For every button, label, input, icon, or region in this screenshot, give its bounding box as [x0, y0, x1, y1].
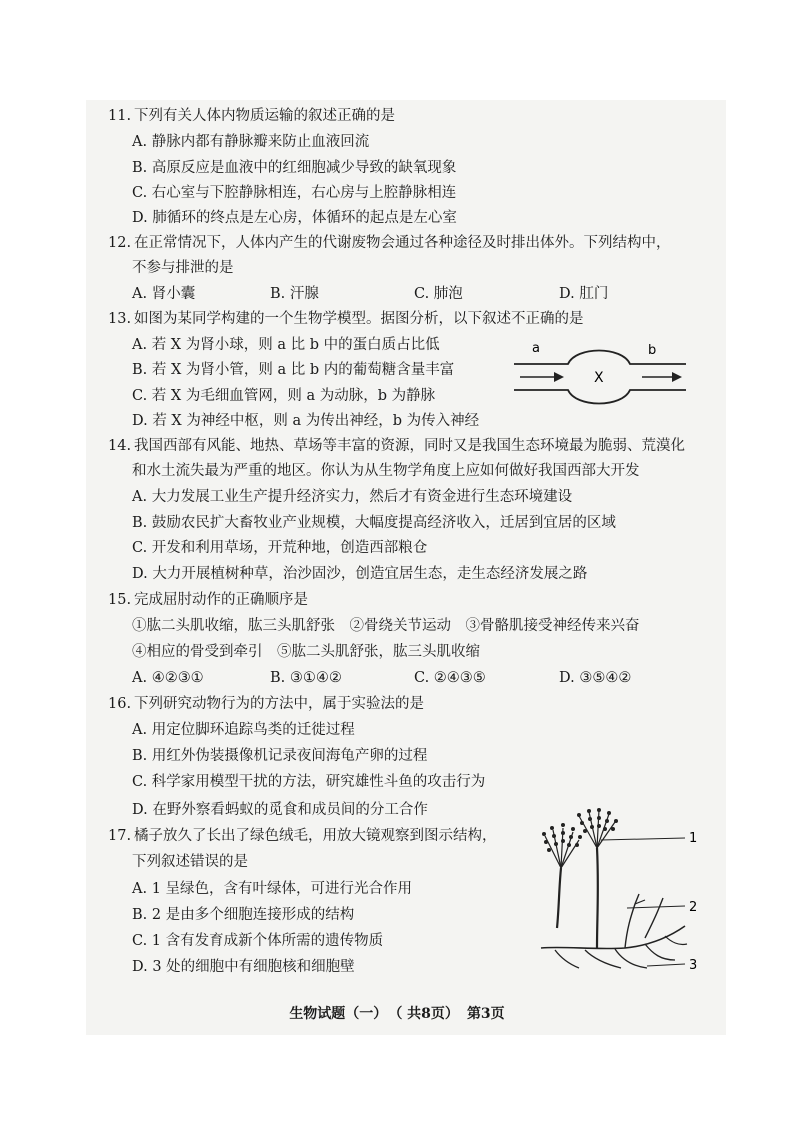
question-15-stem: 15. 完成屈肘动作的正确顺序是	[108, 592, 308, 608]
page-footer	[0, 1003, 794, 1023]
question-17-option-c: C. 1 含有发育成新个体所需的遗传物质	[132, 933, 384, 949]
question-15-steps-line1: ①肱二头肌收缩，肱三头肌舒张 ②骨绕关节运动 ③骨骼肌接受神经传来兴奋	[132, 618, 640, 634]
question-12-option-a: A. 肾小囊	[132, 286, 196, 302]
question-17-option-a: A. 1 呈绿色，含有叶绿体，可进行光合作用	[132, 881, 413, 897]
question-14-stem-cont: 和水土流失最为严重的地区。你认为从生物学角度上应如何做好我国西部大开发	[132, 463, 640, 479]
question-12-option-d: D. 肛门	[559, 286, 609, 302]
question-13-option-b: B. 若 X 为肾小管，则 a 比 b 内的葡萄糖含量丰富	[132, 362, 455, 378]
footer-total-pages: （ 共8页）	[395, 1006, 459, 1022]
question-15-option-b: B. ③①④②	[270, 670, 342, 686]
question-16-option-d: D. 在野外察看蚂蚁的觅食和成员间的分工合作	[132, 802, 428, 818]
question-17-stem-cont: 下列叙述错误的是	[132, 854, 248, 870]
question-14-option-b: B. 鼓励农民扩大畜牧业产业规模，大幅度提高经济收入，迁居到宜居的区域	[132, 515, 616, 531]
question-15-steps-line2: ④相应的骨受到牵引 ⑤肱二头肌舒张，肱三头肌收缩	[132, 644, 480, 660]
figure-label-x: X	[594, 370, 604, 386]
question-11-option-a: A. 静脉内都有静脉瓣来防止血液回流	[132, 134, 370, 150]
question-12-stem: 12. 在正常情况下，人体内产生的代谢废物会通过各种途径及时排出体外。下列结构中，	[108, 235, 671, 251]
question-13-option-d: D. 若 X 为神经中枢，则 a 为传出神经，b 为传入神经	[132, 413, 480, 429]
question-16-option-a: A. 用定位脚环追踪鸟类的迁徙过程	[132, 722, 355, 738]
question-12-option-b: B. 汗腺	[270, 286, 319, 302]
figure-label-2: 2	[689, 900, 698, 915]
question-13-option-a: A. 若 X 为肾小球，则 a 比 b 中的蛋白质占比低	[132, 337, 440, 353]
question-11-stem: 11. 下列有关人体内物质运输的叙述正确的是	[108, 108, 395, 124]
question-17-stem: 17. 橘子放久了长出了绿色绒毛，用放大镜观察到图示结构，	[108, 828, 497, 844]
footer-page-number: 第3页	[466, 1006, 505, 1022]
figure-label-3: 3	[689, 958, 698, 973]
question-11-option-c: C. 右心室与下腔静脉相连，右心房与上腔静脉相连	[132, 185, 457, 201]
vessel-model-figure	[510, 336, 690, 416]
question-16-stem: 16. 下列研究动物行为的方法中，属于实验法的是	[108, 696, 424, 712]
question-17-option-b: B. 2 是由多个细胞连接形成的结构	[132, 907, 355, 923]
figure-label-a: a	[532, 341, 540, 356]
question-14-option-d: D. 大力开展植树种草，治沙固沙，创造宜居生态，走生态经济发展之路	[132, 566, 588, 582]
mold-structure-figure	[535, 808, 710, 983]
figure-label-b: b	[648, 343, 657, 358]
question-12-stem-cont: 不参与排泄的是	[132, 260, 234, 276]
figure-label-1: 1	[689, 831, 698, 846]
question-11-option-b: B. 高原反应是血液中的红细胞减少导致的缺氧现象	[132, 160, 457, 176]
question-17-option-d: D. 3 处的细胞中有细胞核和细胞壁	[132, 959, 355, 975]
question-12-option-c: C. 肺泡	[414, 286, 463, 302]
question-16-option-b: B. 用红外伪装摄像机记录夜间海龟产卵的过程	[132, 748, 428, 764]
question-13-option-c: C. 若 X 为毛细血管网，则 a 为动脉，b 为静脉	[132, 388, 436, 404]
question-15-option-d: D. ③⑤④②	[559, 670, 632, 686]
question-14-stem: 14. 我国西部有风能、地热、草场等丰富的资源，同时又是我国生态环境最为脆弱、荒漠化	[108, 438, 685, 454]
question-14-option-c: C. 开发和利用草场，开荒种地，创造西部粮仓	[132, 540, 428, 556]
question-15-option-c: C. ②④③⑤	[414, 670, 486, 686]
question-14-option-a: A. 大力发展工业生产提升经济实力，然后才有资金进行生态环境建设	[132, 489, 573, 505]
question-11-option-d: D. 肺循环的终点是左心房，体循环的起点是左心室	[132, 210, 457, 226]
footer-title: 生物试题（一）	[289, 1006, 388, 1022]
question-15-option-a: A. ④②③①	[132, 670, 204, 686]
question-13-stem: 13. 如图为某同学构建的一个生物学模型。据图分析，以下叙述不正确的是	[108, 311, 584, 327]
question-16-option-c: C. 科学家用模型干扰的方法，研究雄性斗鱼的攻击行为	[132, 774, 486, 790]
